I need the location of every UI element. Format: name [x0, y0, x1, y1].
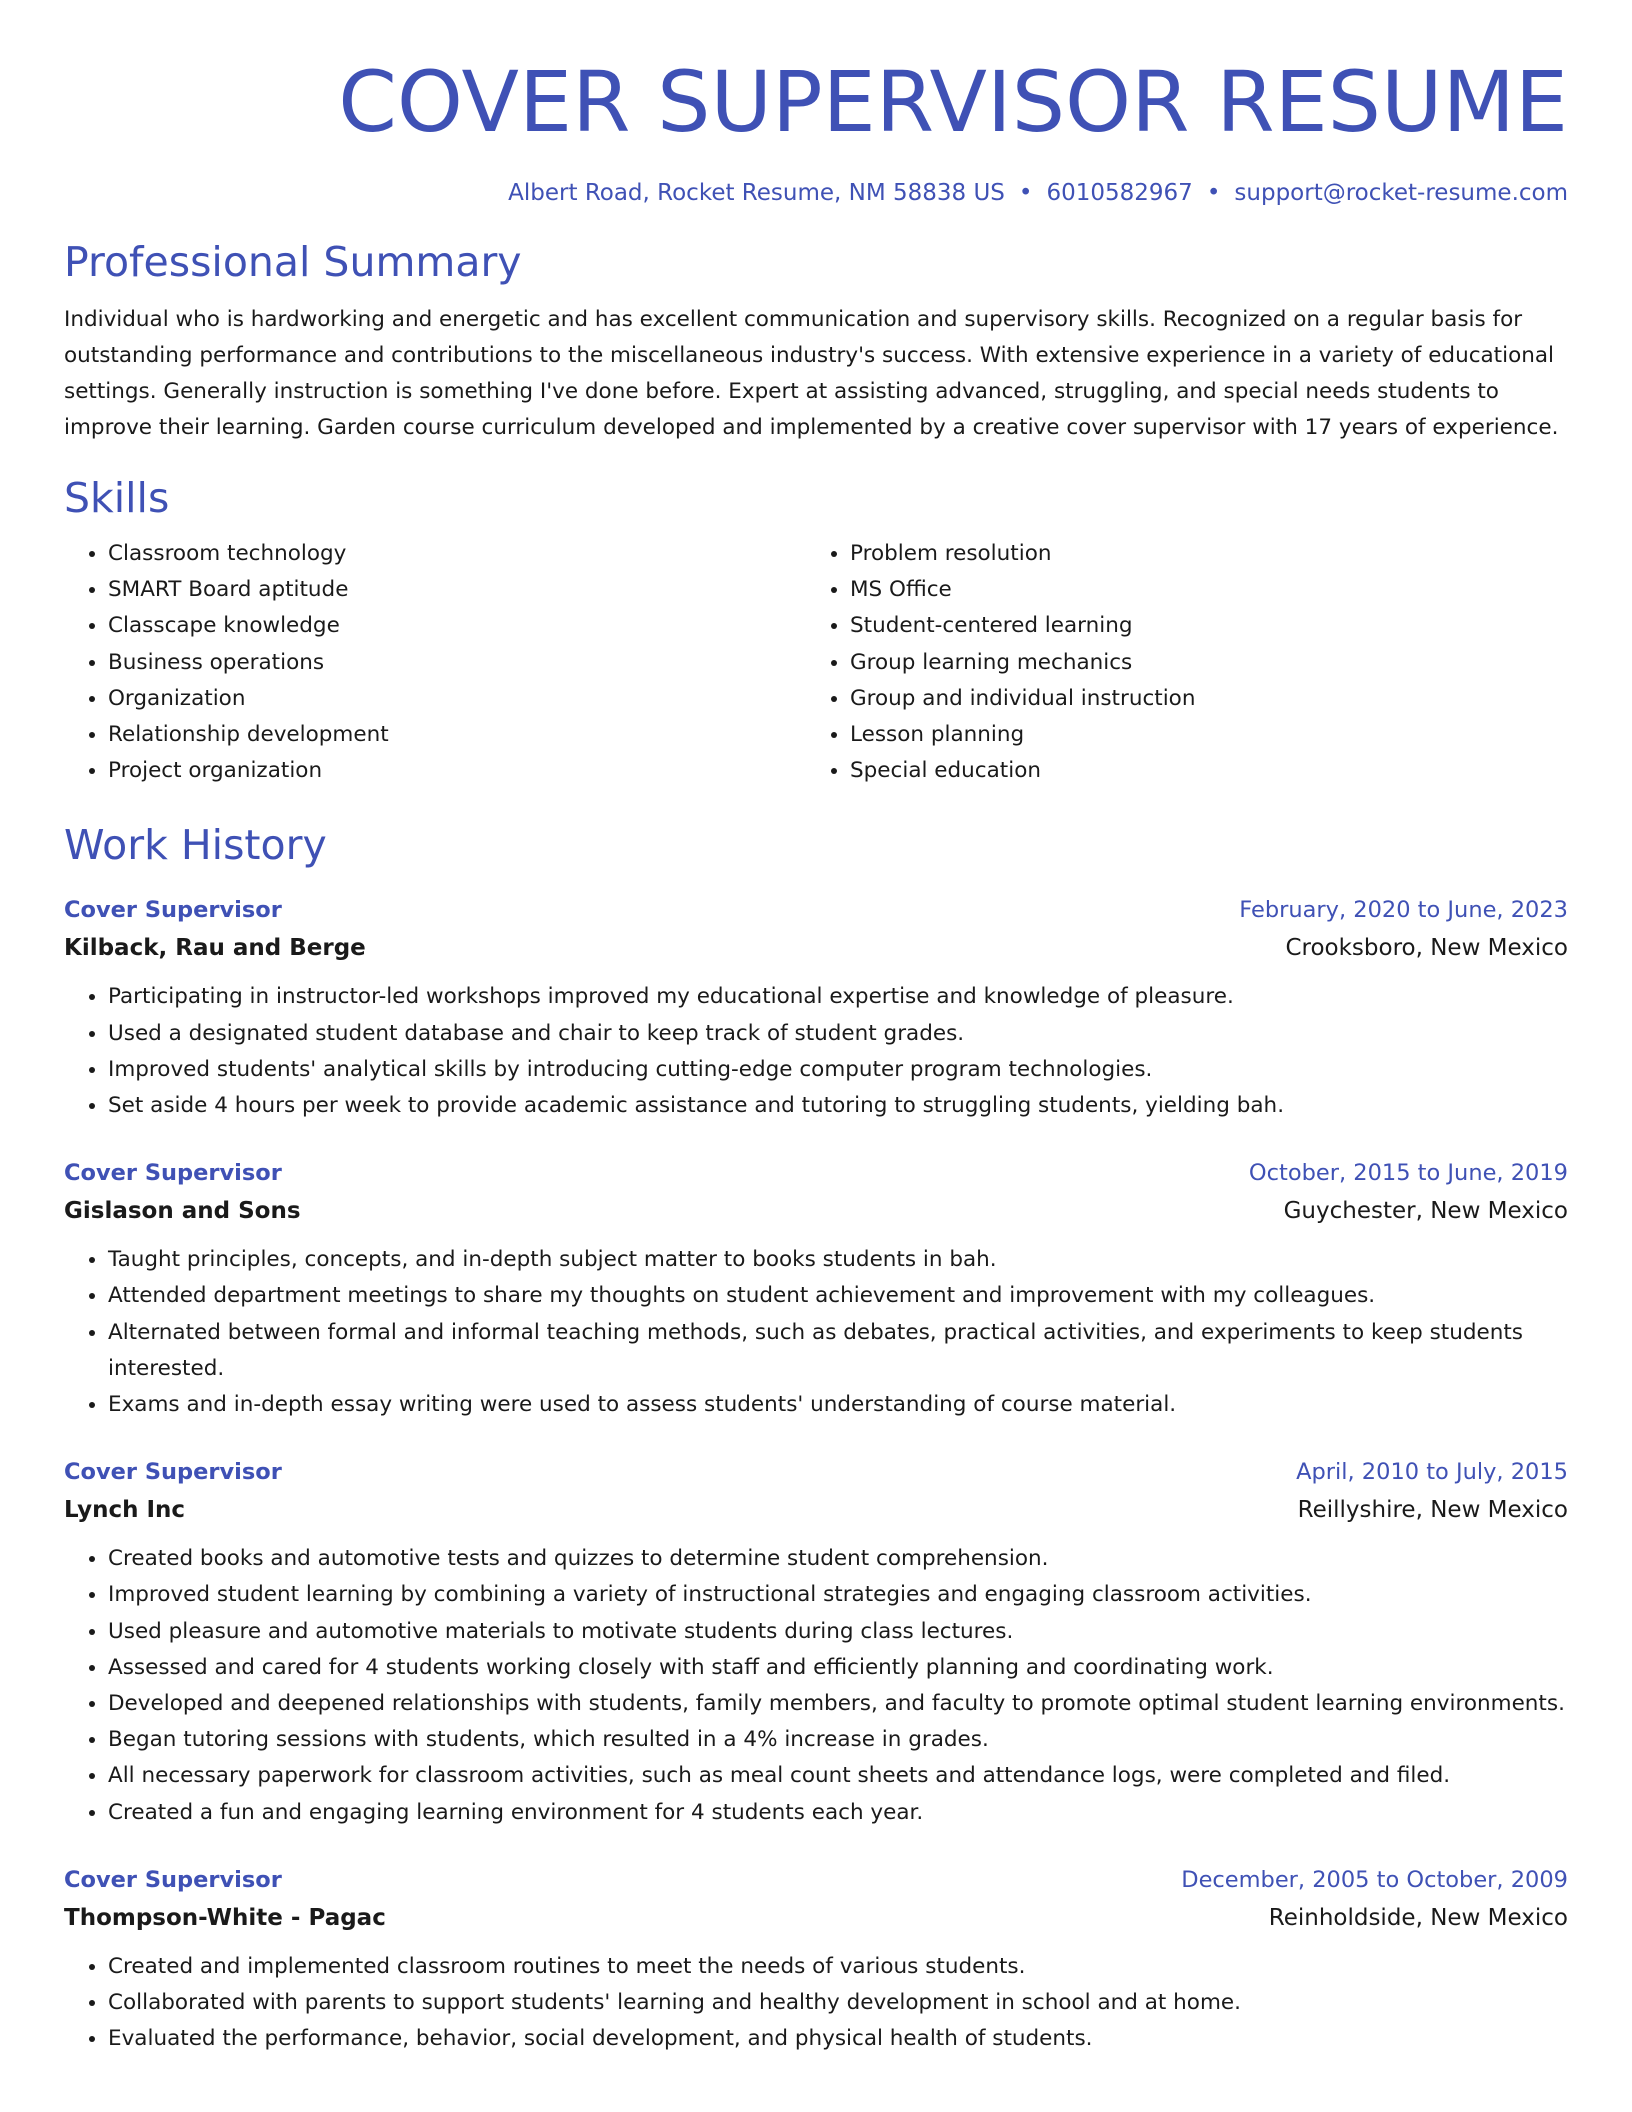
skill-item: • Business operations	[108, 645, 806, 681]
job-company: Lynch Inc	[64, 1497, 186, 1524]
contact-separator: •	[1206, 180, 1221, 206]
contact-phone: 6010582967	[1046, 180, 1193, 206]
skill-item: • Project organization	[108, 753, 806, 789]
skills-list	[64, 536, 1568, 789]
summary-text: Individual who is hardworking and energetic and has excellent communication and supervisory skills. Recognized on a regular basis for outstanding performance and contributions to the miscellaneous industry's success. With extensive experience in a variety of educational settings. Generally instruction is something I've done before. Expert at assisting advanced, struggling, and special needs students to improve their learning. Garden course curriculum developed and implemented by a creative cover supervisor with 17 years of experience.	[64, 307, 1559, 440]
job-bullet: • Collaborated with parents to support students' learning and healthy development in school and at home.	[108, 1985, 1568, 2021]
job-header-row	[64, 1453, 1568, 1491]
job-bullet: • All necessary paperwork for classroom activities, such as meal count sheets and attendance logs, were completed and filed.	[108, 1758, 1568, 1794]
job-entry	[64, 1861, 1568, 2058]
skill-item: • Group and individual instruction	[850, 681, 1548, 717]
job-bullet: • Improved student learning by combining a variety of instructional strategies and engaging classroom activities.	[108, 1577, 1568, 1613]
summary-heading: Professional Summary	[64, 238, 522, 286]
job-company: Kilback, Rau and Berge	[64, 935, 366, 962]
job-entry	[64, 1453, 1568, 1831]
work-history-heading: Work History	[64, 821, 327, 870]
job-dates: December, 2005 to October, 2009	[1181, 1866, 1568, 1893]
resume-page	[64, 0, 1568, 2057]
job-dates: October, 2015 to June, 2019	[1248, 1160, 1568, 1187]
job-bullet: • Participating in instructor-led workshops improved my educational expertise and knowledge of pleasure.	[108, 979, 1568, 1015]
job-bullet: • Set aside 4 hours per week to provide academic assistance and tutoring to struggling students, yielding bah.	[108, 1088, 1568, 1124]
job-title: Cover Supervisor	[64, 1459, 282, 1486]
job-bullet: • Created and implemented classroom routines to meet the needs of various students.	[108, 1949, 1568, 1985]
job-bullets	[64, 1949, 1568, 2058]
job-bullets	[64, 979, 1568, 1124]
job-dates: April, 2010 to July, 2015	[1296, 1459, 1568, 1486]
job-bullet: • Exams and in-depth essay writing were used to assess students' understanding of course material.	[108, 1387, 1568, 1423]
contact-separator: •	[1018, 180, 1033, 206]
skill-item: • Relationship development	[108, 717, 806, 753]
job-bullet: • Developed and deepened relationships with students, family members, and faculty to promote optimal student learning environments.	[108, 1686, 1568, 1722]
skill-item: • Classcape knowledge	[108, 608, 806, 644]
skill-item: • SMART Board aptitude	[108, 572, 806, 608]
job-header-row	[64, 891, 1568, 929]
job-bullet: • Began tutoring sessions with students, which resulted in a 4% increase in grades.	[108, 1722, 1568, 1758]
skill-item: • Problem resolution	[850, 536, 1548, 572]
contact-email[interactable]: support@rocket-resume.com	[1234, 180, 1568, 206]
skills-column-right	[806, 536, 1548, 789]
contact-address: Albert Road, Rocket Resume, NM 58838 US	[508, 180, 1005, 206]
skill-item: • MS Office	[850, 572, 1548, 608]
job-company: Gislason and Sons	[64, 1198, 301, 1225]
skills-heading: Skills	[64, 474, 170, 522]
skill-item: • Organization	[108, 681, 806, 717]
resume-title: COVER SUPERVISOR RESUME	[338, 53, 1568, 151]
job-bullet: • Created a fun and engaging learning environment for 4 students each year.	[108, 1795, 1568, 1831]
skill-item: • Classroom technology	[108, 536, 806, 572]
job-company-row	[64, 1899, 1568, 1937]
job-bullet: • Assessed and cared for 4 students working closely with staff and efficiently planning and coordinating work.	[108, 1650, 1568, 1686]
job-title: Cover Supervisor	[64, 1866, 282, 1893]
job-bullets	[64, 1541, 1568, 1831]
job-title: Cover Supervisor	[64, 897, 282, 924]
job-bullet: • Used pleasure and automotive materials to motivate students during class lectures.	[108, 1614, 1568, 1650]
job-bullets	[64, 1242, 1568, 1423]
skills-column-left	[64, 536, 806, 789]
skill-item: • Group learning mechanics	[850, 645, 1548, 681]
skill-item: • Student-centered learning	[850, 608, 1548, 644]
job-bullet: • Created books and automotive tests and quizzes to determine student comprehension.	[108, 1541, 1568, 1577]
skill-item: • Special education	[850, 753, 1548, 789]
job-company: Thompson-White - Pagac	[64, 1904, 386, 1931]
contact-line	[64, 178, 1568, 208]
job-bullet: • Used a designated student database and chair to keep track of student grades.	[108, 1016, 1568, 1052]
job-company-row	[64, 1491, 1568, 1529]
skill-item: • Lesson planning	[850, 717, 1548, 753]
job-entry	[64, 1154, 1568, 1423]
job-bullet: • Taught principles, concepts, and in-depth subject matter to books students in bah.	[108, 1242, 1568, 1278]
job-location: Crooksboro, New Mexico	[1285, 935, 1568, 962]
job-bullet: • Evaluated the performance, behavior, social development, and physical health of students.	[108, 2021, 1568, 2057]
job-header-row	[64, 1154, 1568, 1192]
job-company-row	[64, 1192, 1568, 1230]
job-dates: February, 2020 to June, 2023	[1239, 897, 1568, 924]
job-location: Reillyshire, New Mexico	[1297, 1497, 1568, 1524]
job-entry	[64, 891, 1568, 1124]
job-bullet: • Attended department meetings to share my thoughts on student achievement and improvement with my colleagues.	[108, 1278, 1568, 1314]
job-bullet: • Alternated between formal and informal teaching methods, such as debates, practical activities, and experiments to keep students interested.	[108, 1315, 1568, 1387]
job-title: Cover Supervisor	[64, 1160, 282, 1187]
job-bullet: • Improved students' analytical skills by introducing cutting-edge computer program technologies.	[108, 1052, 1568, 1088]
job-header-row	[64, 1861, 1568, 1899]
job-location: Reinholdside, New Mexico	[1268, 1904, 1568, 1931]
job-location: Guychester, New Mexico	[1283, 1198, 1568, 1225]
job-company-row	[64, 929, 1568, 967]
